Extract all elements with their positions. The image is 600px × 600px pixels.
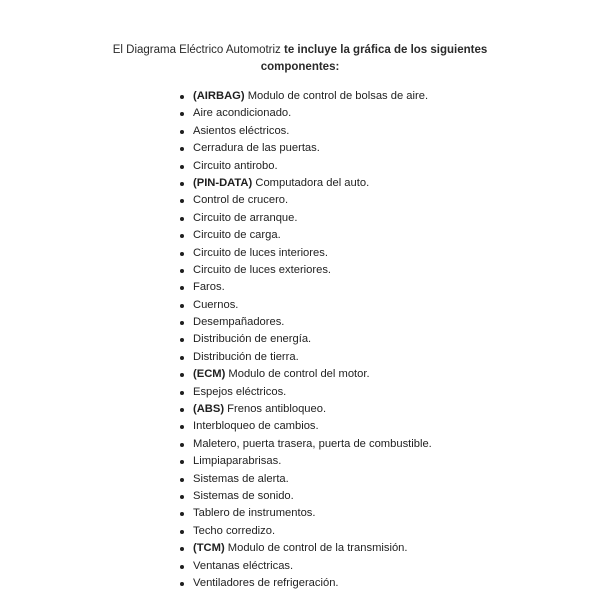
list-item-text: Desempañadores.: [193, 316, 285, 329]
list-item-code: (PIN-DATA): [193, 176, 253, 189]
list-item: [180, 158, 432, 175]
list-item: [180, 175, 432, 192]
list-item-text: Sistemas de alerta.: [193, 472, 289, 485]
bullet-icon: [180, 234, 184, 238]
list-item-text: Sistemas de sonido.: [193, 489, 294, 502]
list-item: [180, 314, 432, 331]
list-item-text: Cuernos.: [193, 298, 239, 311]
bullet-icon: [180, 286, 184, 290]
bullet-icon: [180, 582, 184, 586]
list-item: [180, 540, 432, 557]
component-list: [180, 88, 432, 592]
list-item-text: Circuito de luces interiores.: [193, 246, 328, 259]
bullet-icon: [180, 530, 184, 534]
bullet-icon: [180, 147, 184, 151]
list-item: [180, 558, 432, 575]
bullet-icon: [180, 165, 184, 169]
list-item-text: Cerradura de las puertas.: [193, 142, 320, 155]
bullet-icon: [180, 130, 184, 134]
list-item: [180, 140, 432, 157]
list-item-text: Frenos antibloqueo.: [224, 403, 327, 416]
list-item: [180, 192, 432, 209]
bullet-icon: [180, 460, 184, 464]
bullet-icon: [180, 217, 184, 221]
bullet-icon: [180, 199, 184, 203]
bullet-icon: [180, 304, 184, 308]
bullet-icon: [180, 338, 184, 342]
list-item: [180, 453, 432, 470]
bullet-icon: [180, 443, 184, 447]
bullet-icon: [180, 425, 184, 429]
list-item-text: Maletero, puerta trasera, puerta de combustible.: [193, 437, 432, 450]
list-item-text: Circuito de carga.: [193, 229, 281, 242]
bullet-icon: [180, 495, 184, 499]
list-item: [180, 331, 432, 348]
list-item: [180, 523, 432, 540]
bullet-icon: [180, 356, 184, 360]
list-item: [180, 349, 432, 366]
list-item: [180, 436, 432, 453]
bullet-icon: [180, 252, 184, 256]
list-item-text: Circuito de arranque.: [193, 211, 298, 224]
bullet-icon: [180, 478, 184, 482]
list-item-text: Computadora del auto.: [252, 176, 370, 189]
list-item-text: Aire acondicionado.: [193, 107, 292, 120]
list-item: [180, 279, 432, 296]
list-item: [180, 105, 432, 122]
intro-normal-text: El Diagrama Eléctrico Automotriz: [112, 44, 285, 56]
bullet-icon: [180, 391, 184, 395]
list-item-code: (TCM): [193, 542, 225, 555]
list-item-text: Modulo de control del motor.: [225, 368, 370, 381]
list-item-text: Techo corredizo.: [193, 524, 276, 537]
bullet-icon: [180, 512, 184, 516]
list-item: [180, 471, 432, 488]
bullet-icon: [180, 112, 184, 116]
list-item: [180, 227, 432, 244]
list-item-code: (ECM): [193, 368, 226, 381]
intro-paragraph: [60, 42, 540, 76]
list-item-text: Distribución de energía.: [193, 333, 312, 346]
list-item: [180, 210, 432, 227]
list-item: [180, 384, 432, 401]
list-item-code: (AIRBAG): [193, 90, 245, 102]
bullet-icon: [180, 321, 184, 325]
list-item-text: Espejos eléctricos.: [193, 385, 287, 398]
list-item: [180, 366, 432, 383]
bullet-icon: [180, 565, 184, 569]
list-item: [180, 505, 432, 522]
list-item: [180, 245, 432, 262]
bullet-icon: [180, 373, 184, 377]
bullet-icon: [180, 408, 184, 412]
list-item: [180, 123, 432, 140]
bullet-icon: [180, 547, 184, 551]
list-item: [180, 488, 432, 505]
list-item-text: Circuito antirobo.: [193, 159, 278, 172]
bullet-icon: [180, 95, 184, 99]
list-item: [180, 297, 432, 314]
list-item: [180, 88, 432, 105]
list-item: [180, 575, 432, 592]
list-item-text: Faros.: [193, 281, 225, 294]
list-item-text: Modulo de control de la transmisión.: [224, 542, 408, 555]
list-item-text: Circuito de luces exteriores.: [193, 263, 332, 276]
list-item-text: Distribución de tierra.: [193, 350, 299, 363]
bullet-icon: [180, 182, 184, 186]
list-item-text: Tablero de instrumentos.: [193, 507, 316, 520]
list-item-text: Interbloqueo de cambios.: [193, 420, 319, 433]
list-item-text: Control de crucero.: [193, 194, 289, 207]
list-item-text: Asientos eléctricos.: [193, 124, 290, 137]
list-item-text: Ventiladores de refrigeración.: [193, 576, 339, 589]
list-item: [180, 262, 432, 279]
intro-bold-text-line2: componentes:: [260, 61, 340, 73]
list-item-text: Limpiaparabrisas.: [193, 455, 282, 468]
bullet-icon: [180, 269, 184, 273]
list-item: [180, 401, 432, 418]
list-item-text: Modulo de control de bolsas de aire.: [244, 90, 429, 102]
list-item: [180, 418, 432, 435]
intro-bold-text-line1: te incluye la gráfica de los siguientes: [284, 44, 488, 56]
list-item-text: Ventanas eléctricas.: [193, 559, 294, 572]
list-item-code: (ABS): [193, 403, 225, 416]
